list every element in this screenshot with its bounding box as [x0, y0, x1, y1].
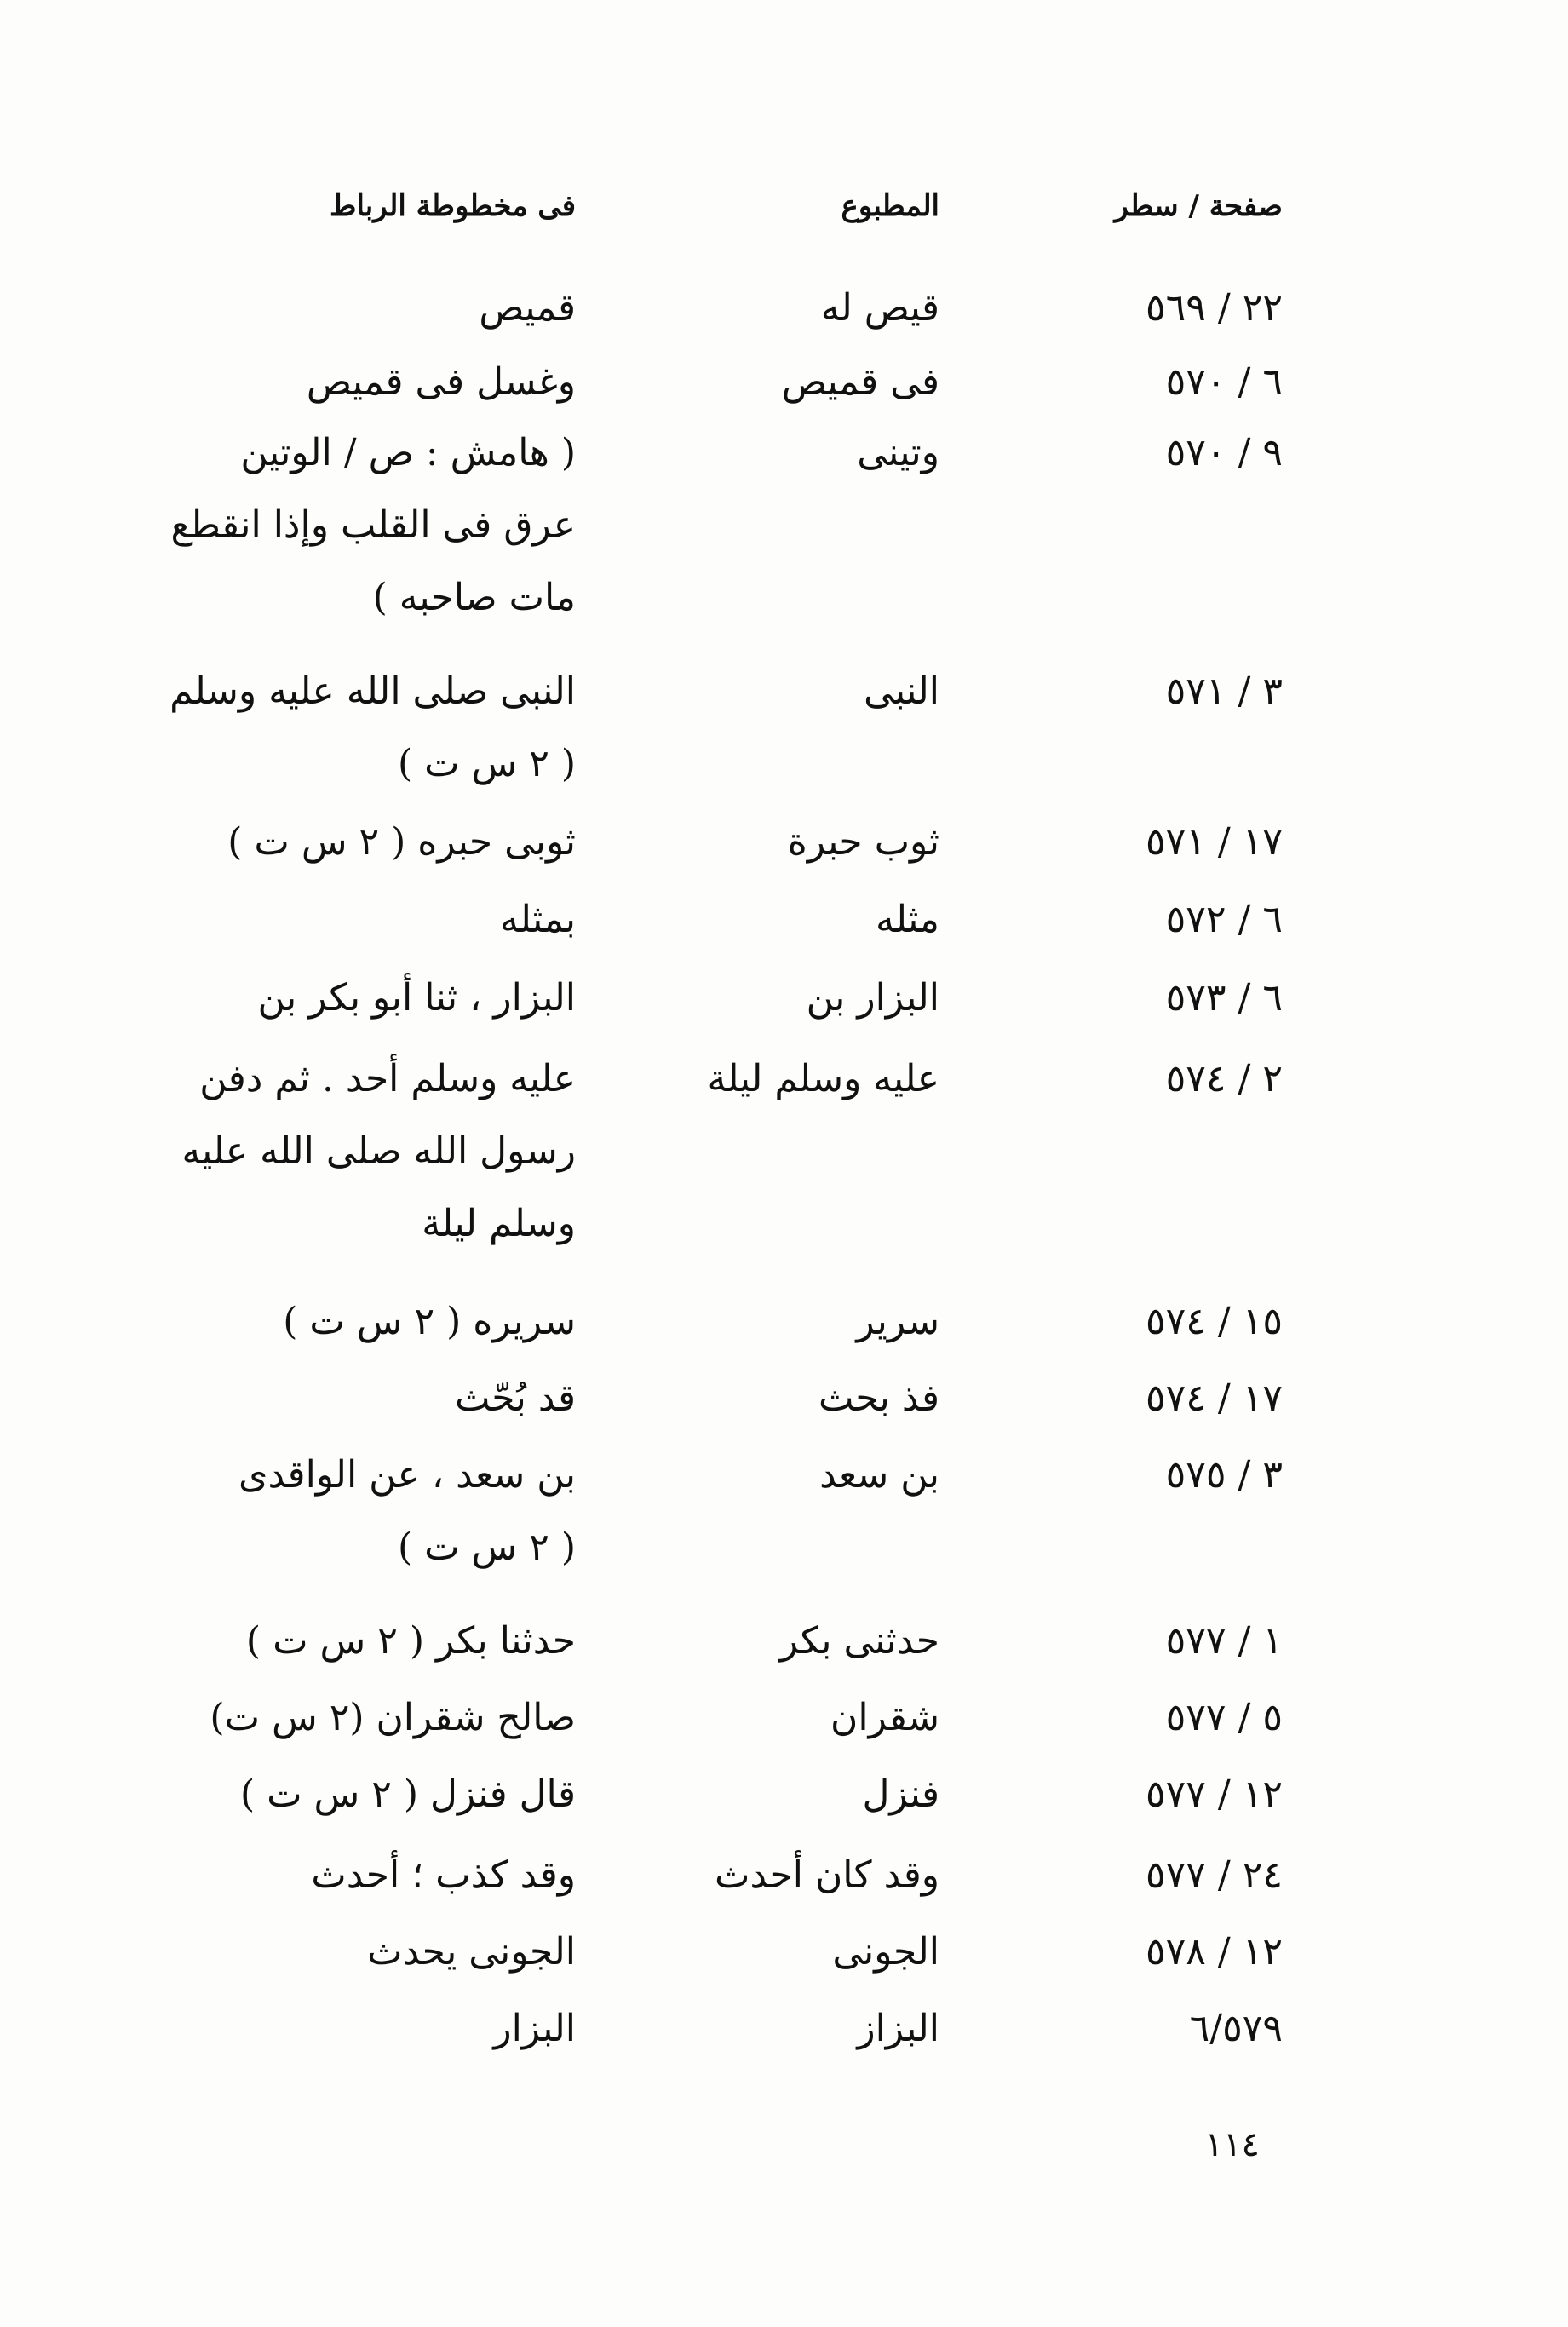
row-manuscript-line: بن سعد ، عن الواقدى [238, 1453, 576, 1497]
page-number: ١١٤ [1204, 2125, 1260, 2164]
row-ref: ٦/٥٧٩ [1189, 2007, 1283, 2050]
row-printed: مثله [875, 898, 939, 941]
row-printed: فنزل [862, 1773, 939, 1816]
header-printed: المطبوع [841, 189, 939, 223]
row-manuscript-line: بمثله [499, 898, 576, 941]
row-manuscript-line: ( هامش : ص / الوتين [240, 431, 576, 474]
row-manuscript-line: وسلم ليلة [422, 1202, 576, 1245]
row-ref: ٢ / ٥٧٤ [1165, 1057, 1283, 1100]
row-printed: البزار بن [806, 976, 939, 1020]
row-printed: ثوب حبرة [787, 820, 939, 864]
row-manuscript-line: الجونى يحدث [367, 1930, 576, 1974]
row-printed: وقد كان أحدث [715, 1853, 939, 1897]
row-printed: وتينى [857, 431, 939, 474]
row-printed: البزاز [857, 2007, 939, 2050]
row-manuscript-line: وغسل فى قميص [306, 360, 576, 404]
row-manuscript-line: ( ٢ س ت ) [397, 1525, 576, 1569]
row-ref: ٦ / ٥٧٢ [1165, 898, 1283, 941]
row-ref: ١٢ / ٥٧٧ [1146, 1773, 1283, 1816]
row-ref: ٥ / ٥٧٧ [1165, 1696, 1283, 1739]
row-ref: ١ / ٥٧٧ [1165, 1619, 1283, 1663]
row-manuscript-line: البزار ، ثنا أبو بكر بن [257, 976, 576, 1020]
row-printed: عليه وسلم ليلة [707, 1057, 939, 1100]
row-printed: النبى [864, 669, 939, 713]
row-manuscript-line: النبى صلى الله عليه وسلم [169, 669, 576, 713]
header-page-line: صفحة / سطر [1114, 189, 1283, 223]
row-ref: ١٥ / ٥٧٤ [1146, 1300, 1283, 1343]
row-ref: ٩ / ٥٧٠ [1165, 431, 1283, 474]
row-ref: ١٧ / ٥٧١ [1146, 820, 1283, 864]
row-printed: شقران [830, 1696, 939, 1739]
row-manuscript-line: عليه وسلم أحد . ثم دفن [199, 1057, 576, 1100]
header-manuscript: فى مخطوطة الرباط [330, 189, 576, 223]
row-manuscript-line: حدثنا بكر ( ٢ س ت ) [245, 1619, 576, 1663]
row-manuscript-line: قال فنزل ( ٢ س ت ) [240, 1773, 576, 1816]
row-manuscript-line: قميص [479, 286, 576, 330]
row-manuscript-line: عرق فى القلب وإذا انقطع [170, 503, 576, 547]
row-ref: ١٧ / ٥٧٤ [1146, 1376, 1283, 1420]
row-ref: ١٢ / ٥٧٨ [1146, 1930, 1283, 1974]
row-manuscript-line: صالح شقران (٢ س ت) [210, 1696, 576, 1739]
row-manuscript-line: سريره ( ٢ س ت ) [283, 1300, 576, 1343]
row-printed: الجونى [832, 1930, 939, 1974]
row-manuscript-line: قد بُحّث [455, 1376, 576, 1420]
row-ref: ٦ / ٥٧٠ [1165, 360, 1283, 404]
row-ref: ٣ / ٥٧١ [1165, 669, 1283, 713]
row-printed: سرير [856, 1300, 939, 1343]
row-manuscript-line: البزار [493, 2007, 576, 2050]
row-manuscript-line: ثوبى حبره ( ٢ س ت ) [227, 820, 576, 864]
row-ref: ٣ / ٥٧٥ [1165, 1453, 1283, 1497]
row-ref: ٦ / ٥٧٣ [1165, 976, 1283, 1020]
row-printed: قيص له [820, 286, 939, 330]
row-ref: ٢٢ / ٥٦٩ [1146, 286, 1283, 330]
row-printed: فذ بحث [818, 1376, 939, 1420]
row-ref: ٢٤ / ٥٧٧ [1146, 1853, 1283, 1897]
row-manuscript-line: رسول الله صلى الله عليه [181, 1129, 576, 1173]
row-printed: بن سعد [819, 1453, 939, 1497]
row-manuscript-line: وقد كذب ؛ أحدث [311, 1853, 576, 1897]
row-printed: حدثنى بكر [779, 1619, 939, 1663]
row-manuscript-line: مات صاحبه ) [372, 576, 576, 619]
row-manuscript-line: ( ٢ س ت ) [397, 742, 576, 785]
row-printed: فى قميص [781, 360, 939, 404]
